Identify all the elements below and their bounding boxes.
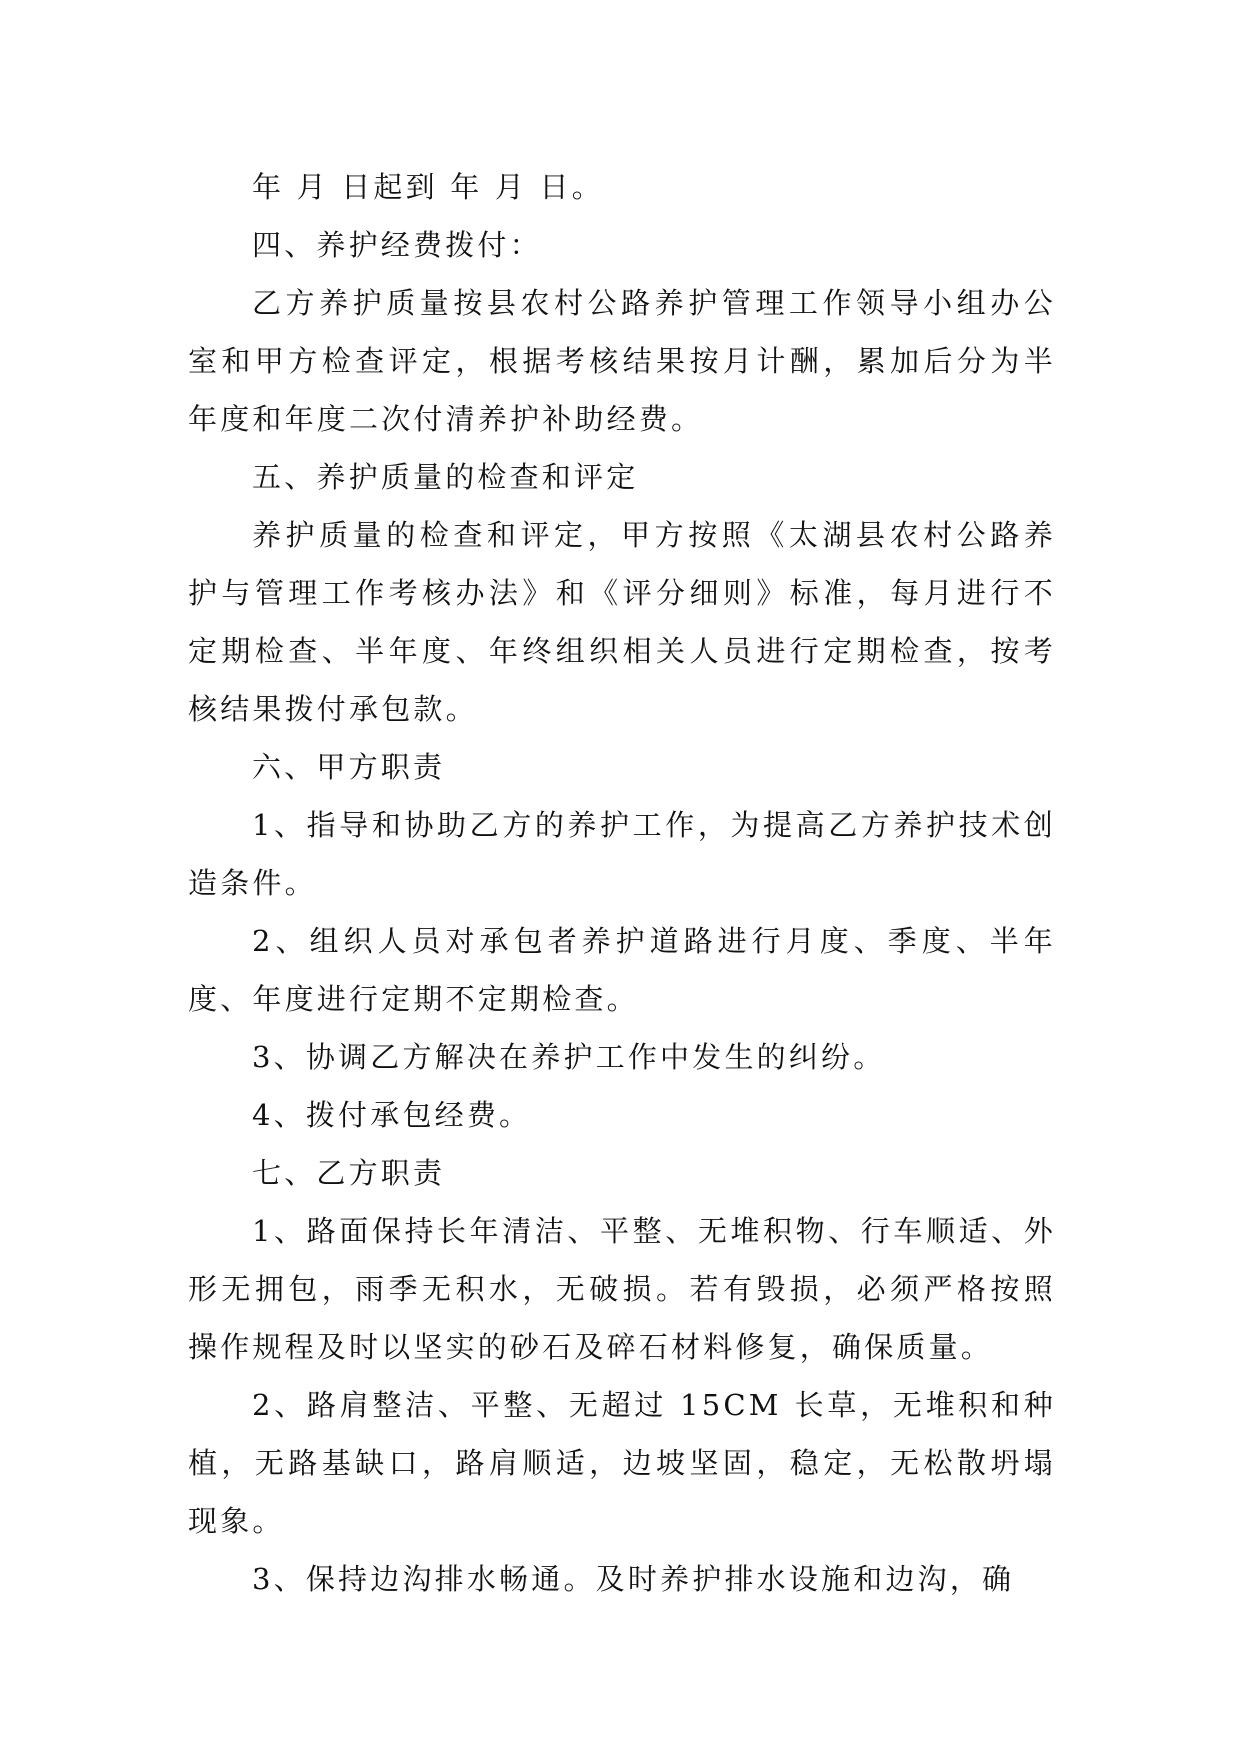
party-b-item-3: 3、保持边沟排水畅通。及时养护排水设施和边沟，确 <box>252 1562 1015 1596</box>
party-a-item-1: 1、指导和协助乙方的养护工作，为提高乙方养护技术创造条件。 <box>188 808 1056 900</box>
section-heading-party-a: 六、甲方职责 <box>252 750 446 784</box>
date-range-line: 年 月 日起到 年 月 日。 <box>252 170 604 204</box>
party-b-item-2: 2、路肩整洁、平整、无超过 15CM 长草，无堆积和种植，无路基缺口，路肩顺适，边坡坚固，稳定，无松散坍塌现象。 <box>188 1388 1056 1538</box>
party-a-item-2: 2、组织人员对承包者养护道路进行月度、季度、半年度、年度进行定期不定期检查。 <box>188 924 1056 1016</box>
section-heading-party-b: 七、乙方职责 <box>252 1156 446 1190</box>
inspection-paragraph: 养护质量的检查和评定，甲方按照《太湖县农村公路养护与管理工作考核办法》和《评分细则》标准，每月进行不定期检查、半年度、年终组织相关人员进行定期检查，按考核结果拨付承包款。 <box>188 518 1056 726</box>
party-b-item-1: 1、路面保持长年清洁、平整、无堆积物、行车顺适、外形无拥包，雨季无积水，无破损。若有毁损，必须严格按照操作规程及时以坚实的砂石及碎石材料修复，确保质量。 <box>188 1214 1056 1364</box>
party-a-item-3: 3、协调乙方解决在养护工作中发生的纠纷。 <box>252 1040 886 1074</box>
section-heading-inspection: 五、养护质量的检查和评定 <box>252 460 639 494</box>
section-heading-funding: 四、养护经费拨付： <box>252 228 542 262</box>
funding-paragraph: 乙方养护质量按县农村公路养护管理工作领导小组办公室和甲方检查评定，根据考核结果按月计酬，累加后分为半年度和年度二次付清养护补助经费。 <box>188 286 1056 436</box>
document-body <box>188 158 1056 1608</box>
party-a-item-4: 4、拨付承包经费。 <box>252 1098 532 1132</box>
